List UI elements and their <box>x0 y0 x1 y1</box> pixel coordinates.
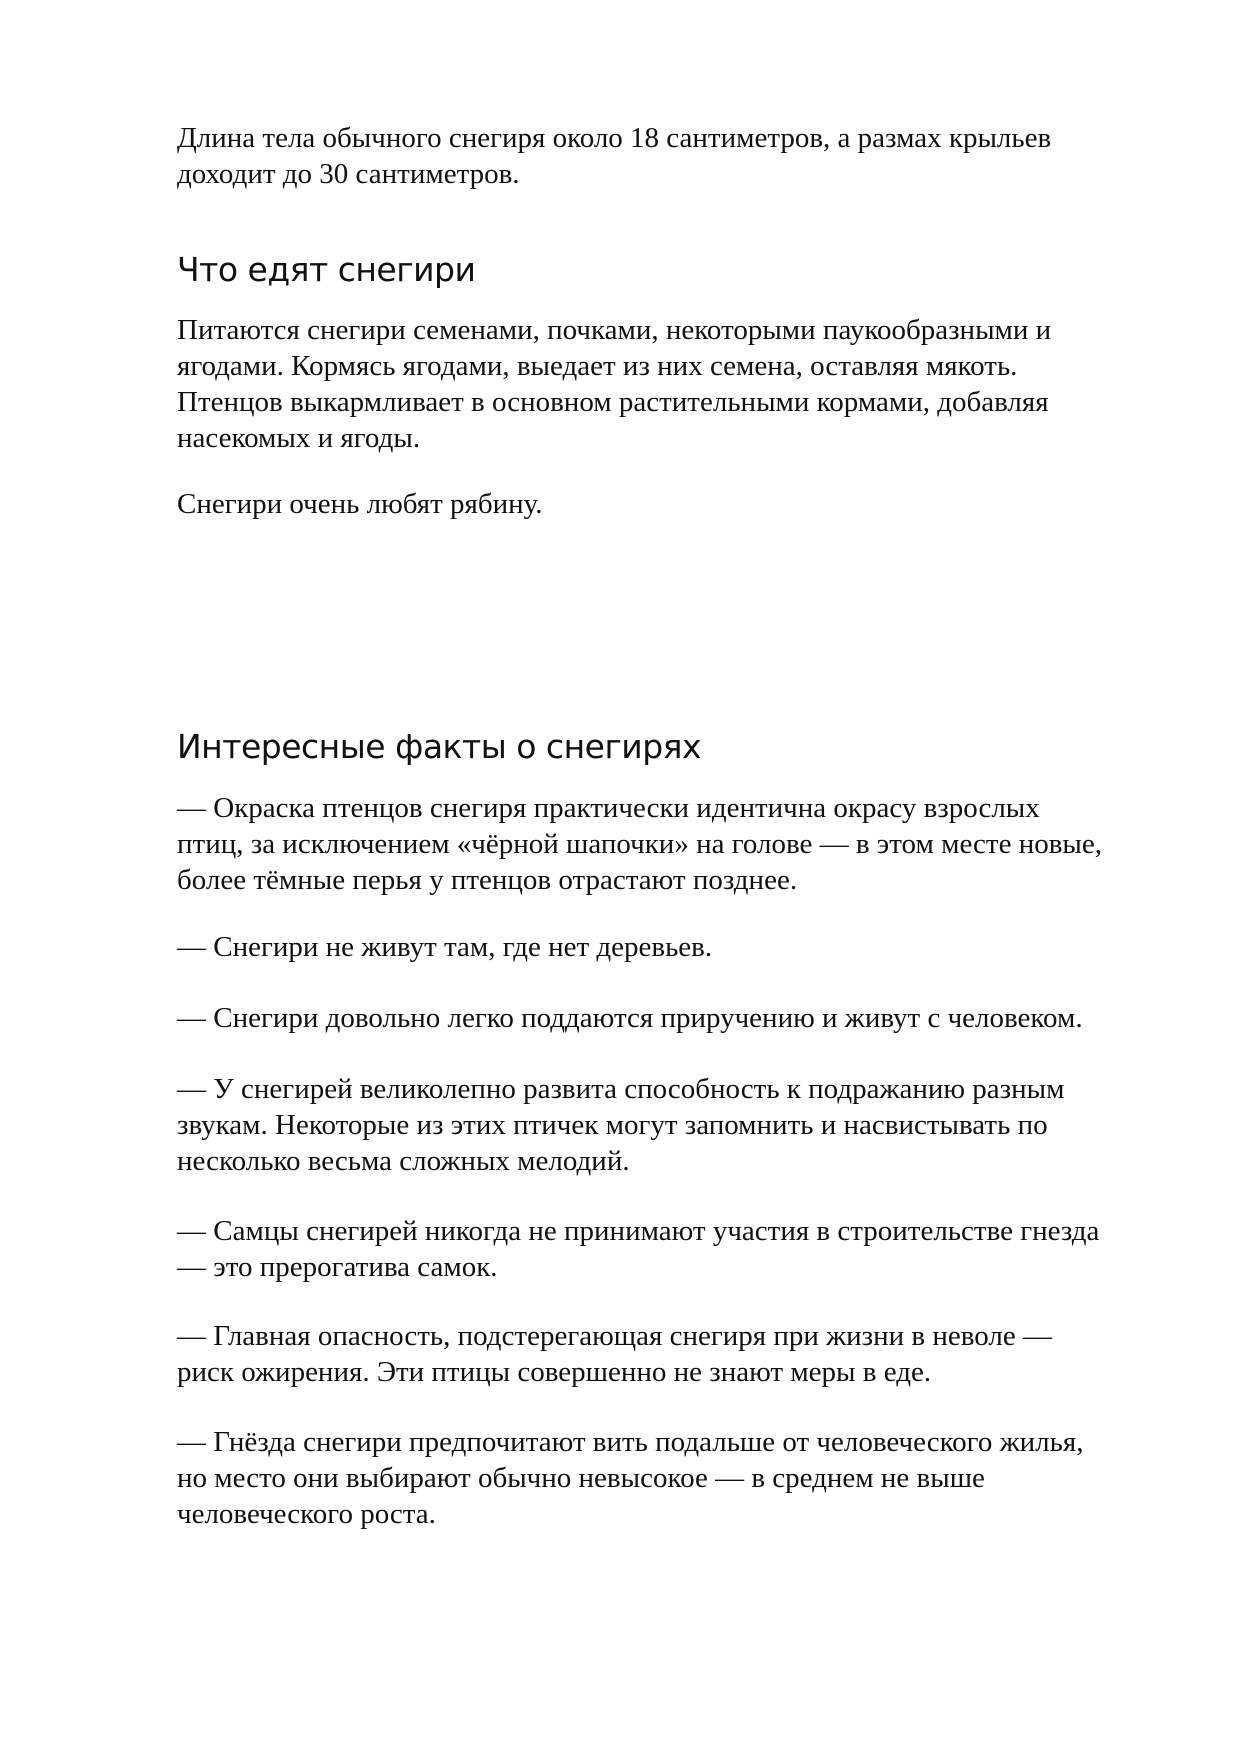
fact-item-1: — Окраска птенцов снегиря практически идентична окрасу взрослых птиц, за исключением «чёрной шапочки» на голове — в этом месте новые, более тёмные перья у птенцов отрастают позднее. <box>177 792 1103 896</box>
fact-item-5: — Самцы снегирей никогда не принимают участия в строительстве гнезда — это прерогатива самок. <box>177 1215 1100 1283</box>
food-paragraph-2: Снегири очень любят рябину. <box>177 488 543 520</box>
food-section-heading: Что едят снегири <box>177 250 476 289</box>
fact-item-2: — Снегири не живут там, где нет деревьев. <box>177 931 713 963</box>
fact-item-4: — У снегирей великолепно развита способность к подражанию разным звукам. Некоторые из этих птичек могут запомнить и насвистывать по несколько весьма сложных мелодий. <box>177 1073 1065 1177</box>
fact-item-6: — Главная опасность, подстерегающая снегиря при жизни в неволе — риск ожирения. Эти птицы совершенно не знают меры в еде. <box>177 1320 1052 1388</box>
intro-paragraph: Длина тела обычного снегиря около 18 сантиметров, а размах крыльев доходит до 30 сантиметров. <box>177 122 1052 190</box>
fact-item-3: — Снегири довольно легко поддаются приручению и живут с человеком. <box>177 1002 1083 1034</box>
food-paragraph-1: Питаются снегири семенами, почками, некоторыми паукообразными и ягодами. Кормясь ягодами, выедает из них семена, оставляя мякоть. Птенцов выкармливает в основном растительными кормами, добавляя насекомых и ягоды. <box>177 314 1052 454</box>
fact-item-7: — Гнёзда снегири предпочитают вить подальше от человеческого жилья, но место они выбирают обычно невысокое — в среднем не выше человеческого роста. <box>177 1426 1084 1530</box>
facts-section-heading: Интересные факты о снегирях <box>177 727 702 766</box>
